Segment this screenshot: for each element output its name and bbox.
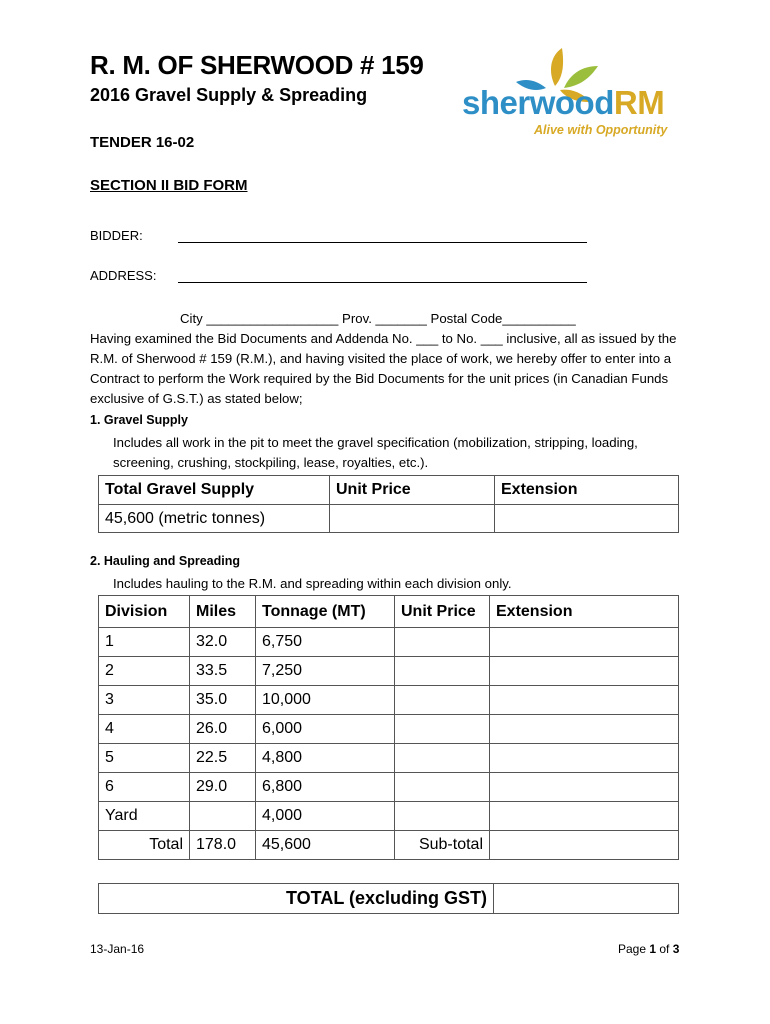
extension-cell[interactable] bbox=[490, 802, 679, 831]
total-excluding-gst-label: TOTAL (excluding GST) bbox=[99, 884, 494, 914]
division-cell: Yard bbox=[99, 802, 190, 831]
table-row bbox=[99, 715, 679, 744]
tonnage-cell: 6,750 bbox=[256, 628, 395, 657]
address-field[interactable] bbox=[178, 282, 587, 283]
page-subtitle: 2016 Gravel Supply & Spreading bbox=[90, 85, 368, 105]
tonnage-cell: 6,000 bbox=[256, 715, 395, 744]
bidder-field[interactable] bbox=[178, 242, 587, 243]
intro-paragraph: Having examined the Bid Documents and Addenda No. ___ to No. ___ inclusive, all as issued by the R.M. of Sherwood # 159 (R.M.), and having visited the place of work, we hereby offer to enter into a Contract to perform the Work required by the Bid Documents for the unit prices (in Canadian Funds exclusive of G.S.T.) as stated below; bbox=[90, 331, 677, 406]
col-unit-price: Unit Price bbox=[395, 596, 490, 628]
tonnage-cell: 4,800 bbox=[256, 744, 395, 773]
col-extension: Extension bbox=[490, 596, 679, 628]
logo-name: sherwood bbox=[462, 84, 614, 121]
bidder-label: BIDDER: bbox=[90, 228, 143, 243]
division-cell: 2 bbox=[99, 657, 190, 686]
tonnage-cell: 4,000 bbox=[256, 802, 395, 831]
miles-cell: 35.0 bbox=[190, 686, 256, 715]
col-miles: Miles bbox=[190, 596, 256, 628]
tonnage-cell: 7,250 bbox=[256, 657, 395, 686]
extension-cell[interactable] bbox=[490, 686, 679, 715]
division-cell: 6 bbox=[99, 773, 190, 802]
tonnage-cell: 6,800 bbox=[256, 773, 395, 802]
miles-cell: 22.5 bbox=[190, 744, 256, 773]
total-label: Total bbox=[99, 831, 190, 860]
page-title: R. M. OF SHERWOOD # 159 bbox=[90, 50, 424, 80]
miles-cell: 32.0 bbox=[190, 628, 256, 657]
page-prefix: Page bbox=[618, 942, 650, 956]
gravel-supply-description: Includes all work in the pit to meet the gravel specification (mobilization, stripping, loading, screening, crushing, stockpiling, lease, royalties, etc.). bbox=[113, 435, 638, 470]
extension-cell[interactable] bbox=[490, 715, 679, 744]
address-label: ADDRESS: bbox=[90, 268, 157, 283]
table-row bbox=[99, 773, 679, 802]
col-unit-price: Unit Price bbox=[330, 476, 495, 505]
extension-cell[interactable] bbox=[490, 657, 679, 686]
subtotal-cell[interactable] bbox=[490, 831, 679, 860]
total-tonnage: 45,600 bbox=[256, 831, 395, 860]
gravel-supply-table bbox=[98, 475, 679, 533]
unit-price-cell[interactable] bbox=[395, 744, 490, 773]
total-row bbox=[99, 831, 679, 860]
division-cell: 4 bbox=[99, 715, 190, 744]
footer-date: 13-Jan-16 bbox=[90, 942, 145, 956]
unit-price-cell[interactable] bbox=[395, 628, 490, 657]
hauling-table bbox=[98, 595, 679, 860]
col-tonnage: Tonnage (MT) bbox=[256, 596, 395, 628]
division-cell: 5 bbox=[99, 744, 190, 773]
table-row bbox=[99, 657, 679, 686]
division-cell: 1 bbox=[99, 628, 190, 657]
city-prov-postal-line[interactable]: City __________________ Prov. _______ Postal Code__________ bbox=[180, 311, 576, 326]
unit-price-cell[interactable] bbox=[395, 802, 490, 831]
section-heading: SECTION II BID FORM bbox=[90, 177, 248, 194]
extension-cell[interactable] bbox=[490, 628, 679, 657]
tonnage-cell: 10,000 bbox=[256, 686, 395, 715]
gravel-supply-heading: 1. Gravel Supply bbox=[90, 413, 188, 427]
gravel-quantity-cell: 45,600 (metric tonnes) bbox=[99, 505, 330, 533]
gravel-extension-cell[interactable] bbox=[495, 505, 679, 533]
miles-cell: 26.0 bbox=[190, 715, 256, 744]
col-division: Division bbox=[99, 596, 190, 628]
tender-number: TENDER 16-02 bbox=[90, 134, 195, 151]
miles-cell bbox=[190, 802, 256, 831]
page-of: of bbox=[656, 942, 673, 956]
miles-cell: 29.0 bbox=[190, 773, 256, 802]
gravel-unit-price-cell[interactable] bbox=[330, 505, 495, 533]
logo-tagline: Alive with Opportunity bbox=[534, 123, 668, 137]
col-total-gravel-supply: Total Gravel Supply bbox=[99, 476, 330, 505]
subtotal-label: Sub-total bbox=[395, 831, 490, 860]
hauling-description: Includes hauling to the R.M. and spreading within each division only. bbox=[113, 576, 512, 591]
total-miles: 178.0 bbox=[190, 831, 256, 860]
grand-total-table bbox=[98, 883, 679, 914]
extension-cell[interactable] bbox=[490, 773, 679, 802]
miles-cell: 33.5 bbox=[190, 657, 256, 686]
unit-price-cell[interactable] bbox=[395, 657, 490, 686]
unit-price-cell[interactable] bbox=[395, 715, 490, 744]
division-cell: 3 bbox=[99, 686, 190, 715]
logo-name-accent: RM bbox=[613, 84, 665, 121]
table-row bbox=[99, 686, 679, 715]
hauling-heading: 2. Hauling and Spreading bbox=[90, 554, 241, 568]
table-row bbox=[99, 802, 679, 831]
page-total: 3 bbox=[672, 942, 680, 956]
page-number bbox=[618, 942, 679, 956]
table-row bbox=[99, 628, 679, 657]
sherwood-logo bbox=[460, 44, 690, 144]
page-current: 1 bbox=[649, 942, 657, 956]
col-extension: Extension bbox=[495, 476, 679, 505]
total-excluding-gst-cell[interactable] bbox=[494, 884, 679, 914]
extension-cell[interactable] bbox=[490, 744, 679, 773]
table-row bbox=[99, 744, 679, 773]
unit-price-cell[interactable] bbox=[395, 773, 490, 802]
unit-price-cell[interactable] bbox=[395, 686, 490, 715]
